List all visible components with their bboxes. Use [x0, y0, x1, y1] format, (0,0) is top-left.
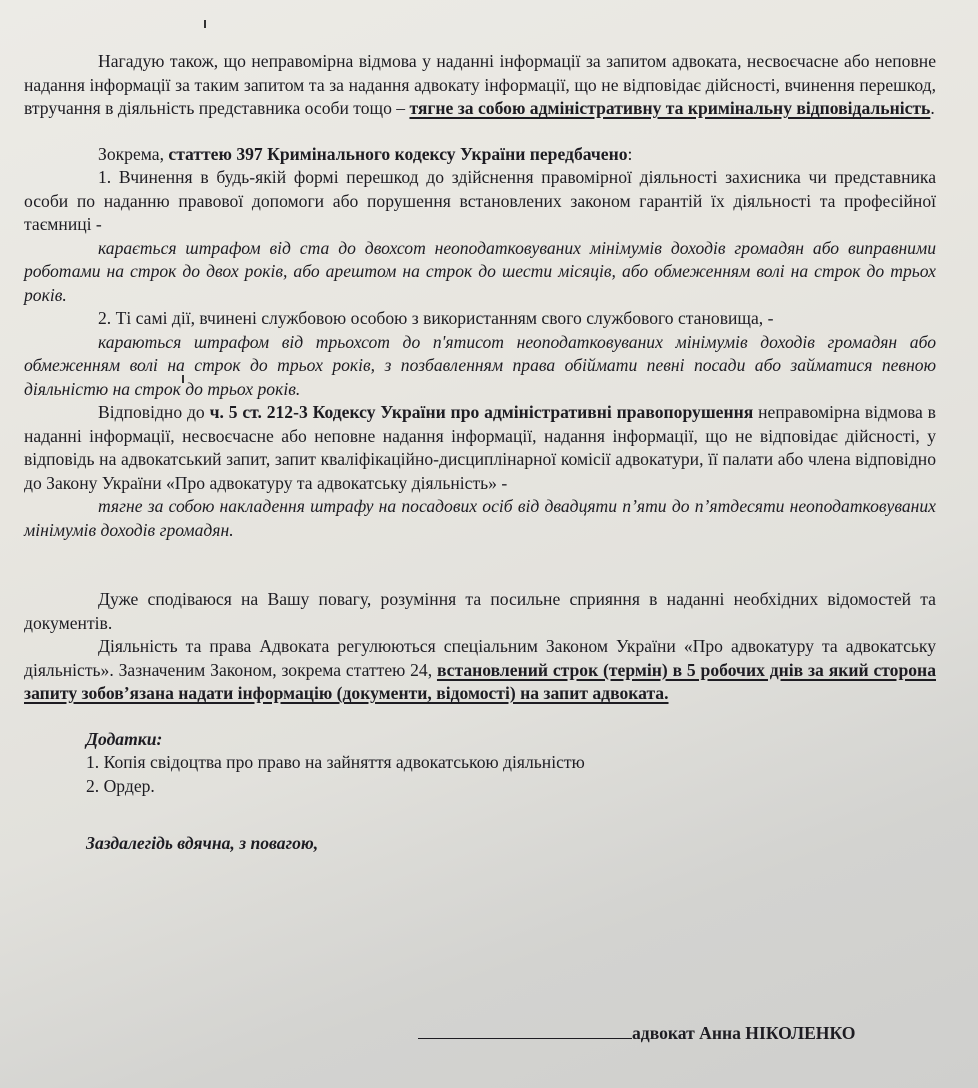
paper-mark: [204, 20, 206, 28]
article-212-penalty: тягне за собою накладення штрафу на посадових осіб від двадцяти п’яти до п’ятдесяти неоподатковуваних мінімумів доходів громадян.: [24, 496, 936, 540]
closing-hope: Дуже сподіваюся на Вашу повагу, розуміння та посильне сприяння в наданні необхідних відомостей та документів.: [24, 589, 936, 633]
deadline-emphasis: встановлений строк (термін) в 5 робочих днів за який сторона запиту зобов’язана надати інформацію (документи, відомості) на запит адвоката.: [24, 659, 936, 703]
article-397-item-2: 2. Ті самі дії, вчинені службовою особою з використанням свого службового становища, -: [98, 308, 774, 328]
article-212-paragraph: Відповідно до ч. 5 ст. 212-3 Кодексу України про адміністративні правопорушення неправомірна відмова в наданні інформації, несвоєчасне або неповне надання інформації, надання інформації, що не відповідає дійсності, у відповідь на адвокатський запит, запит кваліфікаційно-дисциплінарної комісії адвокатури, її палати або члена відповідно до Закону України «Про адвокатуру та адвокатську діяльність» -: [24, 402, 936, 493]
appendix-item: 1. Копія свідоцтва про право на зайняття адвокатською діяльністю: [86, 752, 585, 772]
appendix-item: 2. Ордер.: [86, 775, 155, 796]
closing-law: Діяльність та права Адвоката регулюються спеціальним Законом України «Про адвокатуру та адвокатську діяльність». Зазначеним Законом, зокрема статтею 24, встановлений строк (термін) в 5 робочих днів за який сторона запиту зобов’язана надати інформацію (документи, відомості) на запит адвоката.: [24, 636, 936, 703]
document-page: [24, 50, 936, 856]
signature-block: [418, 1020, 856, 1044]
paragraph-liability: Нагадую також, що неправомірна відмова у наданні інформації за запитом адвоката, несвоєчасне або неповне надання інформації за таким запитом та за надання адвокату інформації, що не відповідає дійсності, вчинення перешкод, втручання в діяльність представника особи тощо – тягне за собою адміністративну та кримінальну відповідальність.: [24, 51, 936, 118]
signature-line: [418, 1020, 632, 1039]
appendix-title: Додатки:: [86, 728, 163, 749]
signature-name: адвокат Анна НІКОЛЕНКО: [632, 1023, 856, 1043]
article-397-lead: Зокрема, статтею 397 Кримінального кодексу України передбачено:: [98, 143, 633, 164]
article-397-item-1: 1. Вчинення в будь-якій формі перешкод до здійснення правомірної діяльності захисника чи представника особи по наданню правової допомоги або порушення встановлених законом гарантій їх діяльності та професійної таємниці -: [24, 167, 936, 234]
article-397-item-2-penalty: караються штрафом від трьохсот до п'ятисот неоподатковуваних мінімумів доходів громадян або обмеженням волі на строк до трьох років, з позбавленням права обіймати певні посади або займатися певною діяльністю на строк до трьох років.: [24, 331, 936, 399]
regards: Заздалегідь вдячна, з повагою,: [86, 833, 319, 853]
article-397-item-1-penalty: карається штрафом від ста до двохсот неоподатковуваних мінімумів доходів громадян або виправними роботами на строк до двох років, або арештом на строк до шести місяців, або обмеженням волі на строк до трьох років.: [24, 237, 936, 305]
liability-emphasis: тягне за собою адміністративну та кримінальну відповідальність: [409, 98, 931, 118]
appendix-section: [24, 728, 936, 856]
